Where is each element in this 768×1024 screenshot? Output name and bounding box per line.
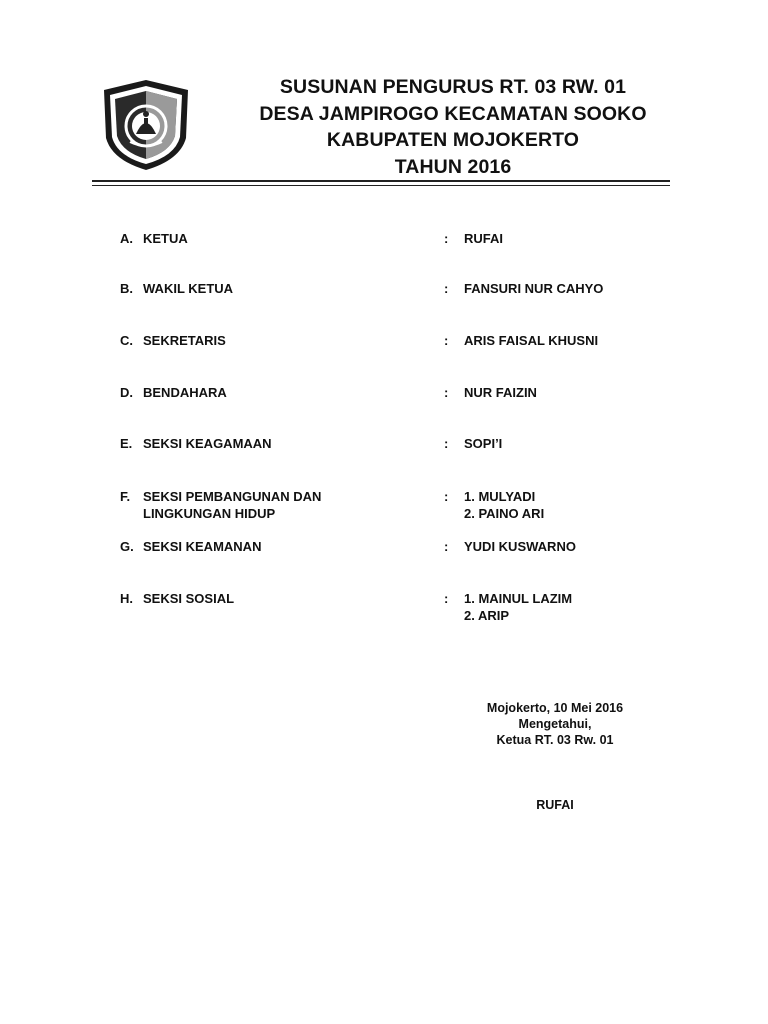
row-letter: E. [120, 436, 133, 451]
position-label: SEKSI KEAGAMAAN [143, 436, 272, 451]
separator: : [444, 489, 449, 504]
separator: : [444, 591, 449, 606]
header-divider-thick [92, 180, 670, 182]
row-letter: F. [120, 489, 131, 504]
member-names [464, 590, 724, 624]
title-line-4: TAHUN 2016 [394, 155, 512, 178]
position-label: WAKIL KETUA [143, 281, 234, 296]
member-name: YUDI KUSWARNO [464, 539, 576, 554]
position-label-line: LINGKUNGAN HIDUP [143, 506, 276, 521]
row-letter: G. [120, 539, 134, 554]
separator: : [444, 539, 449, 554]
document-title [218, 74, 688, 180]
member-name: 1. MAINUL LAZIM [464, 591, 573, 606]
signatory-name: RUFAI [536, 798, 574, 812]
title-line-2: DESA JAMPIROGO KECAMATAN SOOKO [259, 102, 647, 125]
row-letter: D. [120, 385, 133, 400]
position-label-line: SEKSI PEMBANGUNAN DAN [143, 489, 322, 504]
member-name: ARIS FAISAL KHUSNI [464, 333, 599, 348]
separator: : [444, 231, 449, 246]
position-label: SEKSI SOSIAL [143, 591, 235, 606]
signature-place-date: Mojokerto, 10 Mei 2016 [486, 701, 624, 715]
separator: : [444, 385, 449, 400]
signature-block [440, 700, 670, 748]
position-label [143, 488, 403, 522]
member-name: 2. PAINO ARI [464, 506, 545, 521]
member-name: 2. ARIP [464, 608, 510, 623]
separator: : [444, 281, 449, 296]
row-letter: C. [120, 333, 133, 348]
separator: : [444, 436, 449, 451]
signature-position: Ketua RT. 03 Rw. 01 [496, 733, 614, 747]
header-divider-thin [92, 185, 670, 186]
position-label: KETUA [143, 231, 188, 246]
signature-acknowledged: Mengetahui, [518, 717, 592, 731]
member-name: 1. MULYADI [464, 489, 536, 504]
separator: : [444, 333, 449, 348]
member-name: NUR FAIZIN [464, 385, 537, 400]
member-name: FANSURI NUR CAHYO [464, 281, 604, 296]
title-line-1: SUSUNAN PENGURUS RT. 03 RW. 01 [279, 76, 627, 98]
row-letter: H. [120, 591, 133, 606]
row-letter: A. [120, 231, 133, 246]
member-name: SOPI’I [464, 436, 503, 451]
position-label: SEKSI KEAMANAN [143, 539, 262, 554]
row-letter: B. [120, 281, 133, 296]
regency-emblem-icon [100, 78, 192, 172]
position-label: BENDAHARA [143, 385, 227, 400]
position-label: SEKRETARIS [143, 333, 226, 348]
member-name: RUFAI [464, 231, 503, 246]
title-line-3: KABUPATEN MOJOKERTO [326, 129, 580, 151]
member-names [464, 488, 724, 522]
